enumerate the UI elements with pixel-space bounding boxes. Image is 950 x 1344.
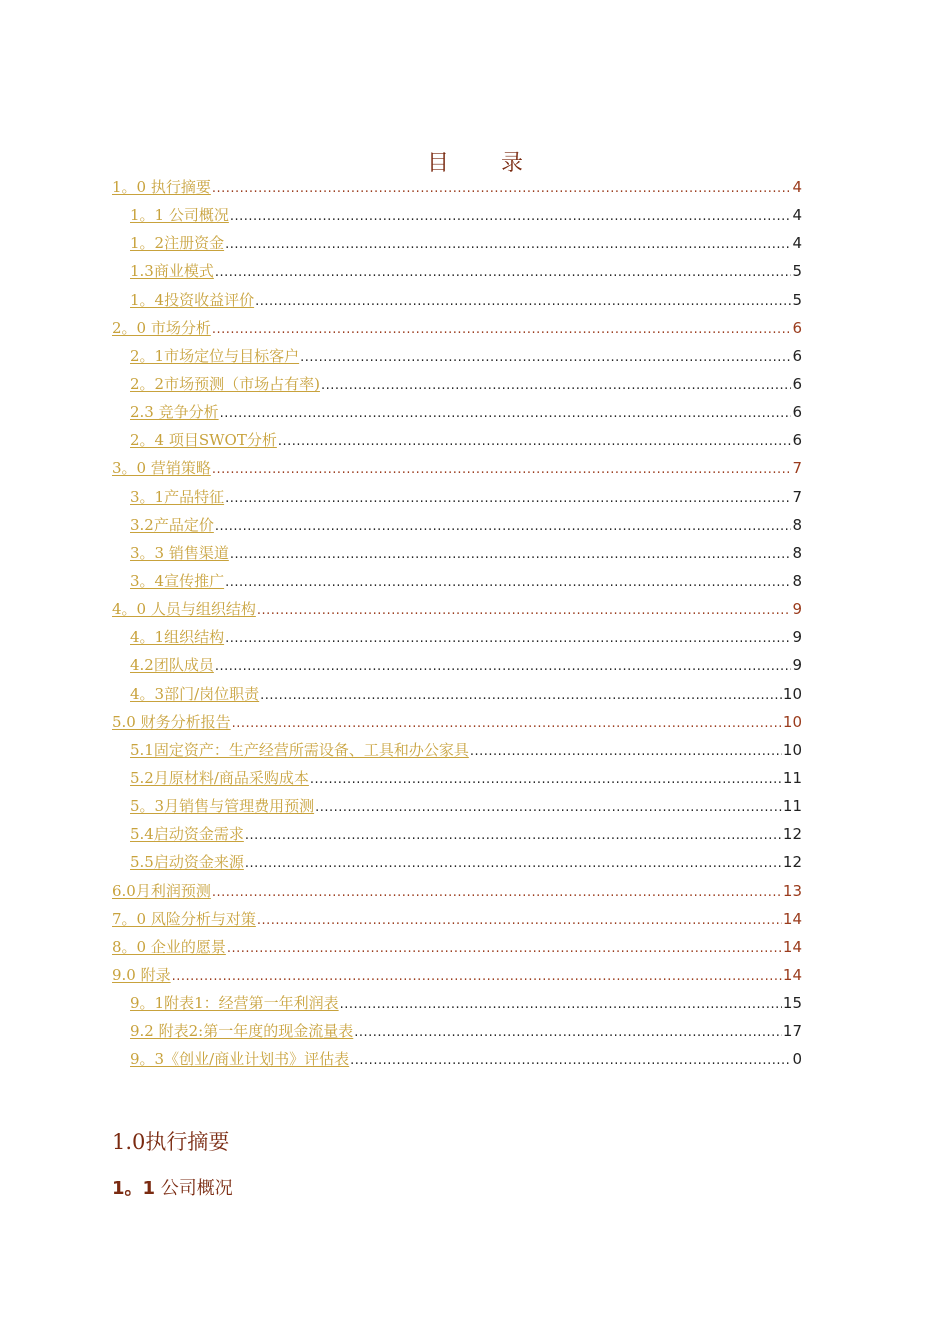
- toc-entry-link[interactable]: 3。1产品特征: [130, 487, 225, 506]
- toc-entry-link[interactable]: 4。1组织结构: [130, 628, 225, 647]
- toc-entry[interactable]: [112, 260, 802, 288]
- toc-page-number: 14: [782, 937, 802, 956]
- toc-dot-leader: [212, 885, 782, 900]
- toc-page-number: 8: [792, 571, 802, 590]
- toc-entry-link[interactable]: 5.0 财务分析报告: [112, 712, 231, 731]
- toc-entry[interactable]: [112, 1020, 802, 1048]
- toc-page-number: 4: [792, 206, 802, 225]
- toc-dot-leader: [220, 406, 792, 421]
- toc-entry-link[interactable]: 5.4启动资金需求: [130, 825, 244, 844]
- toc-page-number: 6: [792, 403, 802, 422]
- toc-page-number: 0: [792, 1050, 802, 1069]
- toc-entry-link[interactable]: 4。3部门/岗位职责: [130, 684, 260, 703]
- toc-dot-leader: [227, 941, 782, 956]
- toc-page-number: 11: [782, 797, 802, 816]
- toc-entry[interactable]: [112, 570, 802, 598]
- toc-dot-leader: [245, 856, 782, 871]
- toc-dot-leader: [230, 547, 792, 562]
- toc-entry-link[interactable]: 9。3《创业/商业计划书》评估表: [130, 1050, 350, 1069]
- toc-entry[interactable]: [112, 289, 802, 317]
- toc-entry[interactable]: [112, 486, 802, 514]
- toc-dot-leader: [278, 434, 792, 449]
- toc-dot-leader: [310, 772, 782, 787]
- toc-entry[interactable]: [112, 739, 802, 767]
- toc-dot-leader: [255, 294, 791, 309]
- toc-entry[interactable]: [112, 626, 802, 654]
- toc-entry[interactable]: [112, 317, 802, 345]
- toc-dot-leader: [260, 688, 782, 703]
- toc-dot-leader: [172, 969, 782, 984]
- section-heading-1: [112, 1126, 229, 1156]
- toc-entry[interactable]: [112, 711, 802, 739]
- toc-entry-link[interactable]: 3。3 销售渠道: [130, 543, 229, 562]
- toc-entry-link[interactable]: 2。0 市场分析: [112, 318, 211, 337]
- toc-dot-leader: [470, 744, 782, 759]
- toc-page-number: 6: [792, 374, 802, 393]
- toc-entry[interactable]: [112, 908, 802, 936]
- toc-page-number: 8: [792, 515, 802, 534]
- toc-page-number: 4: [792, 178, 802, 196]
- toc-entry-link[interactable]: 1。2注册资金: [130, 234, 225, 253]
- toc-entry[interactable]: [112, 232, 802, 260]
- toc-entry[interactable]: [112, 204, 802, 232]
- toc-entry[interactable]: [112, 598, 802, 626]
- toc-page-number: 10: [782, 684, 802, 703]
- toc-entry[interactable]: [112, 767, 802, 795]
- toc-entry[interactable]: [112, 823, 802, 851]
- toc-entry-link[interactable]: 6.0月利润预测: [112, 881, 211, 900]
- toc-entry[interactable]: [112, 457, 802, 485]
- table-of-contents: [112, 176, 802, 1077]
- toc-page-number: 6: [792, 431, 802, 450]
- toc-page-number: 5: [792, 290, 802, 309]
- toc-dot-leader: [215, 265, 792, 280]
- toc-entry-link[interactable]: 1.3商业模式: [130, 262, 214, 281]
- toc-page-number: 8: [792, 543, 802, 562]
- toc-page-number: 15: [782, 994, 802, 1013]
- toc-entry-link[interactable]: 7。0 风险分析与对策: [112, 909, 256, 928]
- toc-dot-leader: [315, 800, 782, 815]
- toc-page-number: 12: [782, 825, 802, 844]
- toc-title: [0, 146, 950, 177]
- toc-entry-link[interactable]: 3。0 营销策略: [112, 459, 211, 478]
- toc-entry-link[interactable]: 2.3 竞争分析: [130, 403, 219, 422]
- toc-entry-link[interactable]: 4.2团队成员: [130, 656, 214, 675]
- toc-dot-leader: [257, 603, 792, 618]
- toc-dot-leader: [232, 716, 782, 731]
- toc-entry[interactable]: [112, 851, 802, 879]
- toc-entry-link[interactable]: 9.2 附表2:第一年度的现金流量表: [130, 1022, 354, 1041]
- toc-entry-link[interactable]: 2。4 项目SWOT分析: [130, 431, 277, 450]
- section-heading-1-text: 执行摘要: [145, 1130, 230, 1154]
- toc-page-number: 6: [792, 346, 802, 365]
- toc-entry-link[interactable]: 4。0 人员与组织结构: [112, 600, 256, 619]
- toc-entry-link[interactable]: 5.5启动资金来源: [130, 853, 244, 872]
- toc-page-number: 6: [792, 318, 802, 337]
- toc-page-number: 14: [782, 909, 802, 928]
- toc-entry-link[interactable]: 2。1市场定位与目标客户: [130, 346, 300, 365]
- toc-entry-link[interactable]: 9。1附表1：经营第一年利润表: [130, 994, 339, 1013]
- toc-page-number: 9: [792, 600, 802, 619]
- toc-page-number: 9: [792, 656, 802, 675]
- toc-title-part1: 目: [426, 151, 449, 176]
- toc-dot-leader: [245, 828, 782, 843]
- toc-entry[interactable]: [112, 936, 802, 964]
- toc-dot-leader: [350, 1053, 791, 1068]
- section-heading-2: [112, 1174, 233, 1200]
- toc-dot-leader: [212, 181, 792, 196]
- toc-entry-link[interactable]: 1。0 执行摘要: [112, 178, 211, 196]
- toc-dot-leader: [225, 631, 791, 646]
- toc-entry[interactable]: [112, 373, 802, 401]
- toc-page-number: 10: [782, 712, 802, 731]
- toc-dot-leader: [340, 997, 782, 1012]
- toc-entry[interactable]: [112, 654, 802, 682]
- section-heading-2-number: 1。1: [112, 1178, 156, 1199]
- toc-page-number: 17: [782, 1022, 802, 1041]
- section-heading-2-text: 公司概况: [160, 1178, 233, 1199]
- toc-entry[interactable]: [112, 964, 802, 992]
- toc-entry-link[interactable]: 3。4宣传推广: [130, 571, 225, 590]
- toc-entry[interactable]: [112, 880, 802, 908]
- toc-page-number: 13: [782, 881, 802, 900]
- toc-page-number: 12: [782, 853, 802, 872]
- toc-entry-link[interactable]: 1。1 公司概况: [130, 206, 229, 225]
- toc-page-number: 7: [792, 459, 802, 478]
- toc-entry[interactable]: [112, 992, 802, 1020]
- toc-dot-leader: [225, 575, 791, 590]
- toc-entry[interactable]: [112, 345, 802, 373]
- toc-entry-link[interactable]: 5.1固定资产：生产经营所需设备、工具和办公家具: [130, 740, 469, 759]
- toc-entry-link[interactable]: 8。0 企业的愿景: [112, 937, 226, 956]
- section-heading-1-number: 1.0: [112, 1130, 146, 1154]
- toc-entry-link[interactable]: 9.0 附录: [112, 965, 171, 984]
- toc-entry-link[interactable]: 5.2月原材料/商品采购成本: [130, 768, 309, 787]
- toc-page-number: 11: [782, 768, 802, 787]
- toc-entry-link[interactable]: 1。4投资收益评价: [130, 290, 255, 309]
- toc-dot-leader: [225, 491, 791, 506]
- toc-entry[interactable]: [112, 429, 802, 457]
- toc-dot-leader: [215, 659, 792, 674]
- toc-page-number: 14: [782, 965, 802, 984]
- toc-entry[interactable]: [112, 1048, 802, 1076]
- toc-entry-link[interactable]: 3.2产品定价: [130, 515, 214, 534]
- toc-dot-leader: [212, 462, 792, 477]
- toc-dot-leader: [225, 237, 791, 252]
- toc-dot-leader: [212, 322, 792, 337]
- toc-page-number: 10: [782, 740, 802, 759]
- toc-dot-leader: [257, 913, 782, 928]
- toc-page-number: 4: [792, 234, 802, 253]
- toc-entry[interactable]: [112, 401, 802, 429]
- toc-title-part2: 录: [501, 151, 524, 176]
- toc-dot-leader: [230, 209, 792, 224]
- toc-entry[interactable]: [112, 683, 802, 711]
- toc-dot-leader: [321, 378, 792, 393]
- toc-entry[interactable]: [112, 542, 802, 570]
- toc-page-number: 7: [792, 487, 802, 506]
- toc-entry[interactable]: [112, 176, 802, 204]
- toc-page-number: 9: [792, 628, 802, 647]
- toc-page-number: 5: [792, 262, 802, 281]
- toc-entry-link[interactable]: 2。2市场预测（市场占有率): [130, 374, 320, 393]
- toc-dot-leader: [300, 350, 791, 365]
- toc-entry[interactable]: [112, 795, 802, 823]
- toc-dot-leader: [215, 519, 792, 534]
- toc-dot-leader: [354, 1025, 782, 1040]
- toc-entry-link[interactable]: 5。3月销售与管理费用预测: [130, 797, 315, 816]
- toc-entry[interactable]: [112, 514, 802, 542]
